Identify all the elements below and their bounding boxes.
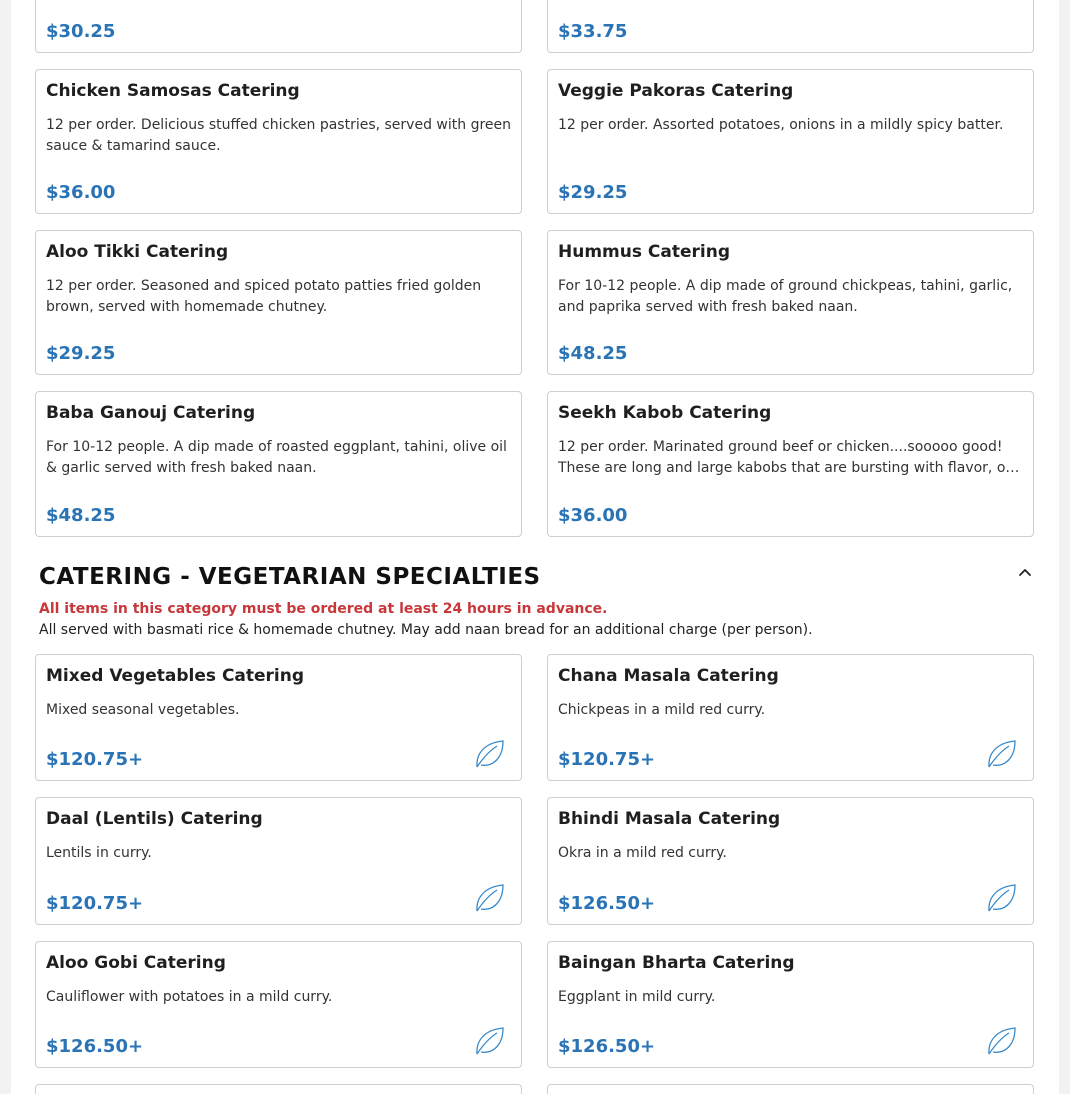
item-name: Aloo Tikki Catering (46, 242, 229, 262)
vegetarian-leaf-icon (985, 882, 1017, 914)
item-price: $48.25 (46, 505, 116, 526)
item-name: Chicken Samosas Catering (46, 81, 300, 101)
item-description: 12 per order. Marinated ground beef or chicken....sooooo good! These are long and large kabobs that are bursting with flavor, o… (558, 439, 1020, 476)
item-name: Baingan Bharta Catering (558, 953, 795, 973)
item-description: Lentils in curry. (46, 845, 152, 861)
item-description: Cauliflower with potatoes in a mild curry. (46, 989, 333, 1005)
item-description: 12 per order. Assorted potatoes, onions in a mildly spicy batter. (558, 117, 1004, 133)
item-description: Chickpeas in a mild red curry. (558, 702, 766, 718)
section-collapse-button[interactable] (1013, 561, 1037, 583)
vegetarian-leaf-icon (985, 738, 1017, 770)
item-name: Veggie Pakoras Catering (558, 81, 794, 101)
item-name: Mixed Vegetables Catering (46, 666, 305, 686)
item-price: $29.25 (46, 343, 116, 364)
item-name: Aloo Gobi Catering (46, 953, 226, 973)
menu-item-card[interactable] (547, 69, 1034, 214)
section-description: All served with basmati rice & homemade chutney. May add naan bread for an additional charge (per person). (39, 622, 813, 638)
menu-item-card[interactable] (547, 1084, 1034, 1094)
menu-item-card[interactable] (35, 0, 522, 53)
item-price: $30.25 (46, 21, 116, 42)
item-name: Hummus Catering (558, 242, 730, 262)
menu-item-card[interactable] (547, 0, 1034, 53)
item-name: Baba Ganouj Catering (46, 403, 256, 423)
menu-item-card[interactable] (547, 941, 1034, 1068)
item-name: Daal (Lentils) Catering (46, 809, 263, 829)
item-description: For 10-12 people. A dip made of ground chickpeas, tahini, garlic, and paprika served with fresh baked naan. (558, 278, 1013, 315)
vegetarian-leaf-icon (473, 1025, 505, 1057)
menu-item-card[interactable] (35, 230, 522, 375)
item-price: $120.75+ (46, 749, 144, 770)
item-price: $126.50+ (558, 1036, 656, 1057)
item-description: 12 per order. Seasoned and spiced potato patties fried golden brown, served with homemade chutney. (46, 278, 482, 315)
menu-item-card[interactable] (35, 1084, 522, 1094)
menu-item-card[interactable] (35, 69, 522, 214)
item-description: Eggplant in mild curry. (558, 989, 716, 1005)
item-description: 12 per order. Delicious stuffed chicken pastries, served with green sauce & tamarind sauce. (46, 117, 511, 154)
menu-item-card[interactable] (547, 654, 1034, 781)
catering-menu-page (11, 0, 1059, 1094)
vegetarian-leaf-icon (473, 882, 505, 914)
item-name: Chana Masala Catering (558, 666, 779, 686)
item-price: $126.50+ (558, 893, 656, 914)
menu-item-card[interactable] (547, 391, 1034, 537)
item-name: Seekh Kabob Catering (558, 403, 772, 423)
menu-item-card[interactable] (547, 797, 1034, 925)
menu-item-card[interactable] (35, 654, 522, 781)
chevron-up-icon (1013, 561, 1037, 583)
item-price: $36.00 (46, 182, 116, 203)
item-price: $120.75+ (558, 749, 656, 770)
menu-item-card[interactable] (35, 941, 522, 1068)
section-title: CATERING - VEGETARIAN SPECIALTIES (39, 564, 541, 590)
item-name: Bhindi Masala Catering (558, 809, 781, 829)
item-price: $126.50+ (46, 1036, 144, 1057)
vegetarian-leaf-icon (985, 1025, 1017, 1057)
menu-item-card[interactable] (35, 391, 522, 537)
vegetarian-leaf-icon (473, 738, 505, 770)
item-price: $36.00 (558, 505, 628, 526)
advance-order-notice: All items in this category must be ordered at least 24 hours in advance. (39, 601, 608, 617)
item-description: For 10-12 people. A dip made of roasted eggplant, tahini, olive oil & garlic served with fresh baked naan. (46, 439, 507, 476)
item-description: Mixed seasonal vegetables. (46, 702, 240, 718)
menu-item-card[interactable] (35, 797, 522, 925)
item-description: Okra in a mild red curry. (558, 845, 727, 861)
menu-item-card[interactable] (547, 230, 1034, 375)
item-price: $48.25 (558, 343, 628, 364)
item-price: $29.25 (558, 182, 628, 203)
item-price: $33.75 (558, 21, 628, 42)
item-price: $120.75+ (46, 893, 144, 914)
